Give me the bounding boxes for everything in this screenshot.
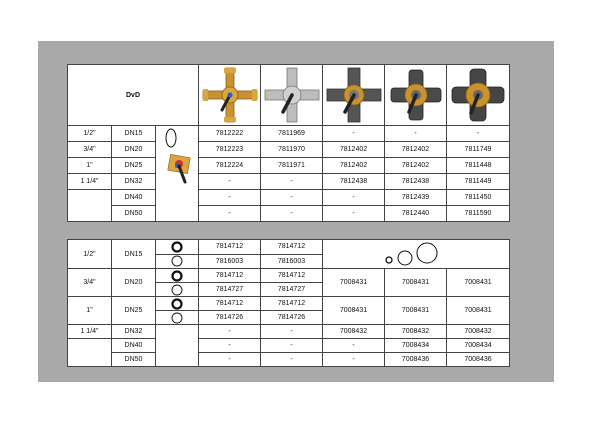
table-cell: 7008434 [447,339,510,353]
table-cell: 7008432 [447,325,510,339]
table-cell: 7816003 [261,254,323,269]
thick-oring-icon [156,269,199,283]
table-cell: DN25 [112,297,156,325]
table-cell: DN50 [112,353,156,367]
table-cell: DN20 [112,142,156,158]
table-row [68,269,510,283]
table-cell: 7812223 [199,142,261,158]
table-cell: - [385,126,447,142]
table-cell: - [261,339,323,353]
table-cell: 7816003 [199,254,261,269]
table-cell: 7008434 [385,339,447,353]
table-cell: 1/2" [68,126,112,142]
table-cell: - [261,206,323,222]
table-cell: DN15 [112,240,156,269]
table-cell: 7812402 [385,142,447,158]
thin-oring-icon [156,254,199,269]
table-cell: - [199,190,261,206]
table-cell: 3/4" [68,142,112,158]
table-row [68,325,510,339]
dark-valve-xl-image [447,65,510,126]
table-cell: DN32 [112,325,156,339]
table-cell: 7814712 [261,269,323,283]
header-label: DvD [68,65,199,126]
table-row [68,297,510,311]
table-cell: 7814726 [261,311,323,325]
table-cell: - [323,126,385,142]
table-cell: 1/2" [68,240,112,269]
table-cell: 7814712 [261,297,323,311]
dark-valve-image [323,65,385,126]
table-cell: - [323,339,385,353]
thick-oring-icon [156,240,199,255]
table-cell: 7008436 [447,353,510,367]
table-cell: 7812402 [385,158,447,174]
table-cell: 7814712 [199,269,261,283]
table-row [68,240,510,255]
table-cell: 7811749 [447,142,510,158]
table-cell: 7814712 [199,297,261,311]
table-cell: - [199,174,261,190]
table-cell: - [199,353,261,367]
table-cell: 7814712 [199,240,261,255]
table-cell: DN20 [112,269,156,297]
table-cell: 1" [68,297,112,325]
table-cell: - [323,353,385,367]
oring-table [67,239,510,367]
table-cell: DN40 [112,190,156,206]
table-cell: 7811449 [447,174,510,190]
thin-oring-icon [156,283,199,297]
table-row [68,190,510,206]
table-cell: DN32 [112,174,156,190]
empty-cell [156,325,199,367]
table-cell: DN25 [112,158,156,174]
table-cell: 7811448 [447,158,510,174]
table-cell: 7814727 [199,283,261,297]
table-cell: 7008431 [447,297,510,325]
table-cell: 7008431 [385,297,447,325]
table-cell: 7812438 [385,174,447,190]
table-cell: 7008432 [323,325,385,339]
table-cell: - [199,206,261,222]
table-cell: 1 1/4" [68,174,112,190]
table-row [68,126,510,142]
table-row [68,206,510,222]
table-row [68,158,510,174]
table-cell: 7008431 [323,297,385,325]
table-cell: DN15 [112,126,156,142]
table-cell: DN50 [112,206,156,222]
table-cell: 7814727 [261,283,323,297]
table-cell: - [261,190,323,206]
table-row [68,353,510,367]
table-cell: 7008431 [385,269,447,297]
table-cell: 7812402 [323,142,385,158]
table-cell: 7811969 [261,126,323,142]
table-cell: 7814726 [199,311,261,325]
valve-table [67,64,510,222]
thin-oring-icon [156,311,199,325]
table-cell: - [199,325,261,339]
chrome-valve-image [261,65,323,126]
table-row [68,339,510,353]
table-cell: - [261,325,323,339]
table-cell: 7811971 [261,158,323,174]
header-row [68,65,510,126]
table-cell: - [199,339,261,353]
table-cell: 1" [68,158,112,174]
table-row [68,174,510,190]
table-cell [68,339,112,367]
table-cell: 7008431 [323,269,385,297]
table-cell: 7812402 [323,158,385,174]
table-cell: 7008432 [385,325,447,339]
table-cell: 1 1/4" [68,325,112,339]
table-row [68,142,510,158]
table-cell: 7812222 [199,126,261,142]
thick-oring-icon [156,297,199,311]
table-cell: - [323,206,385,222]
oring-fitting-image [156,126,199,222]
table-cell: 3/4" [68,269,112,297]
dark-valve-large-image [385,65,447,126]
table-cell: - [323,190,385,206]
table-cell: 7812438 [323,174,385,190]
table-cell: 7814712 [261,240,323,255]
brass-valve-image [199,65,261,126]
table-cell: 7812224 [199,158,261,174]
table-cell: 7008431 [447,269,510,297]
oring-set-image [323,240,510,269]
table-cell: 7811590 [447,206,510,222]
table-cell: 7812440 [385,206,447,222]
table-cell: DN40 [112,339,156,353]
table-cell: - [447,126,510,142]
table-cell: 7812439 [385,190,447,206]
table-cell: - [261,174,323,190]
table-cell: 7008436 [385,353,447,367]
table-cell [68,190,112,222]
table-cell: 7811970 [261,142,323,158]
table-cell: - [261,353,323,367]
table-cell: 7811450 [447,190,510,206]
